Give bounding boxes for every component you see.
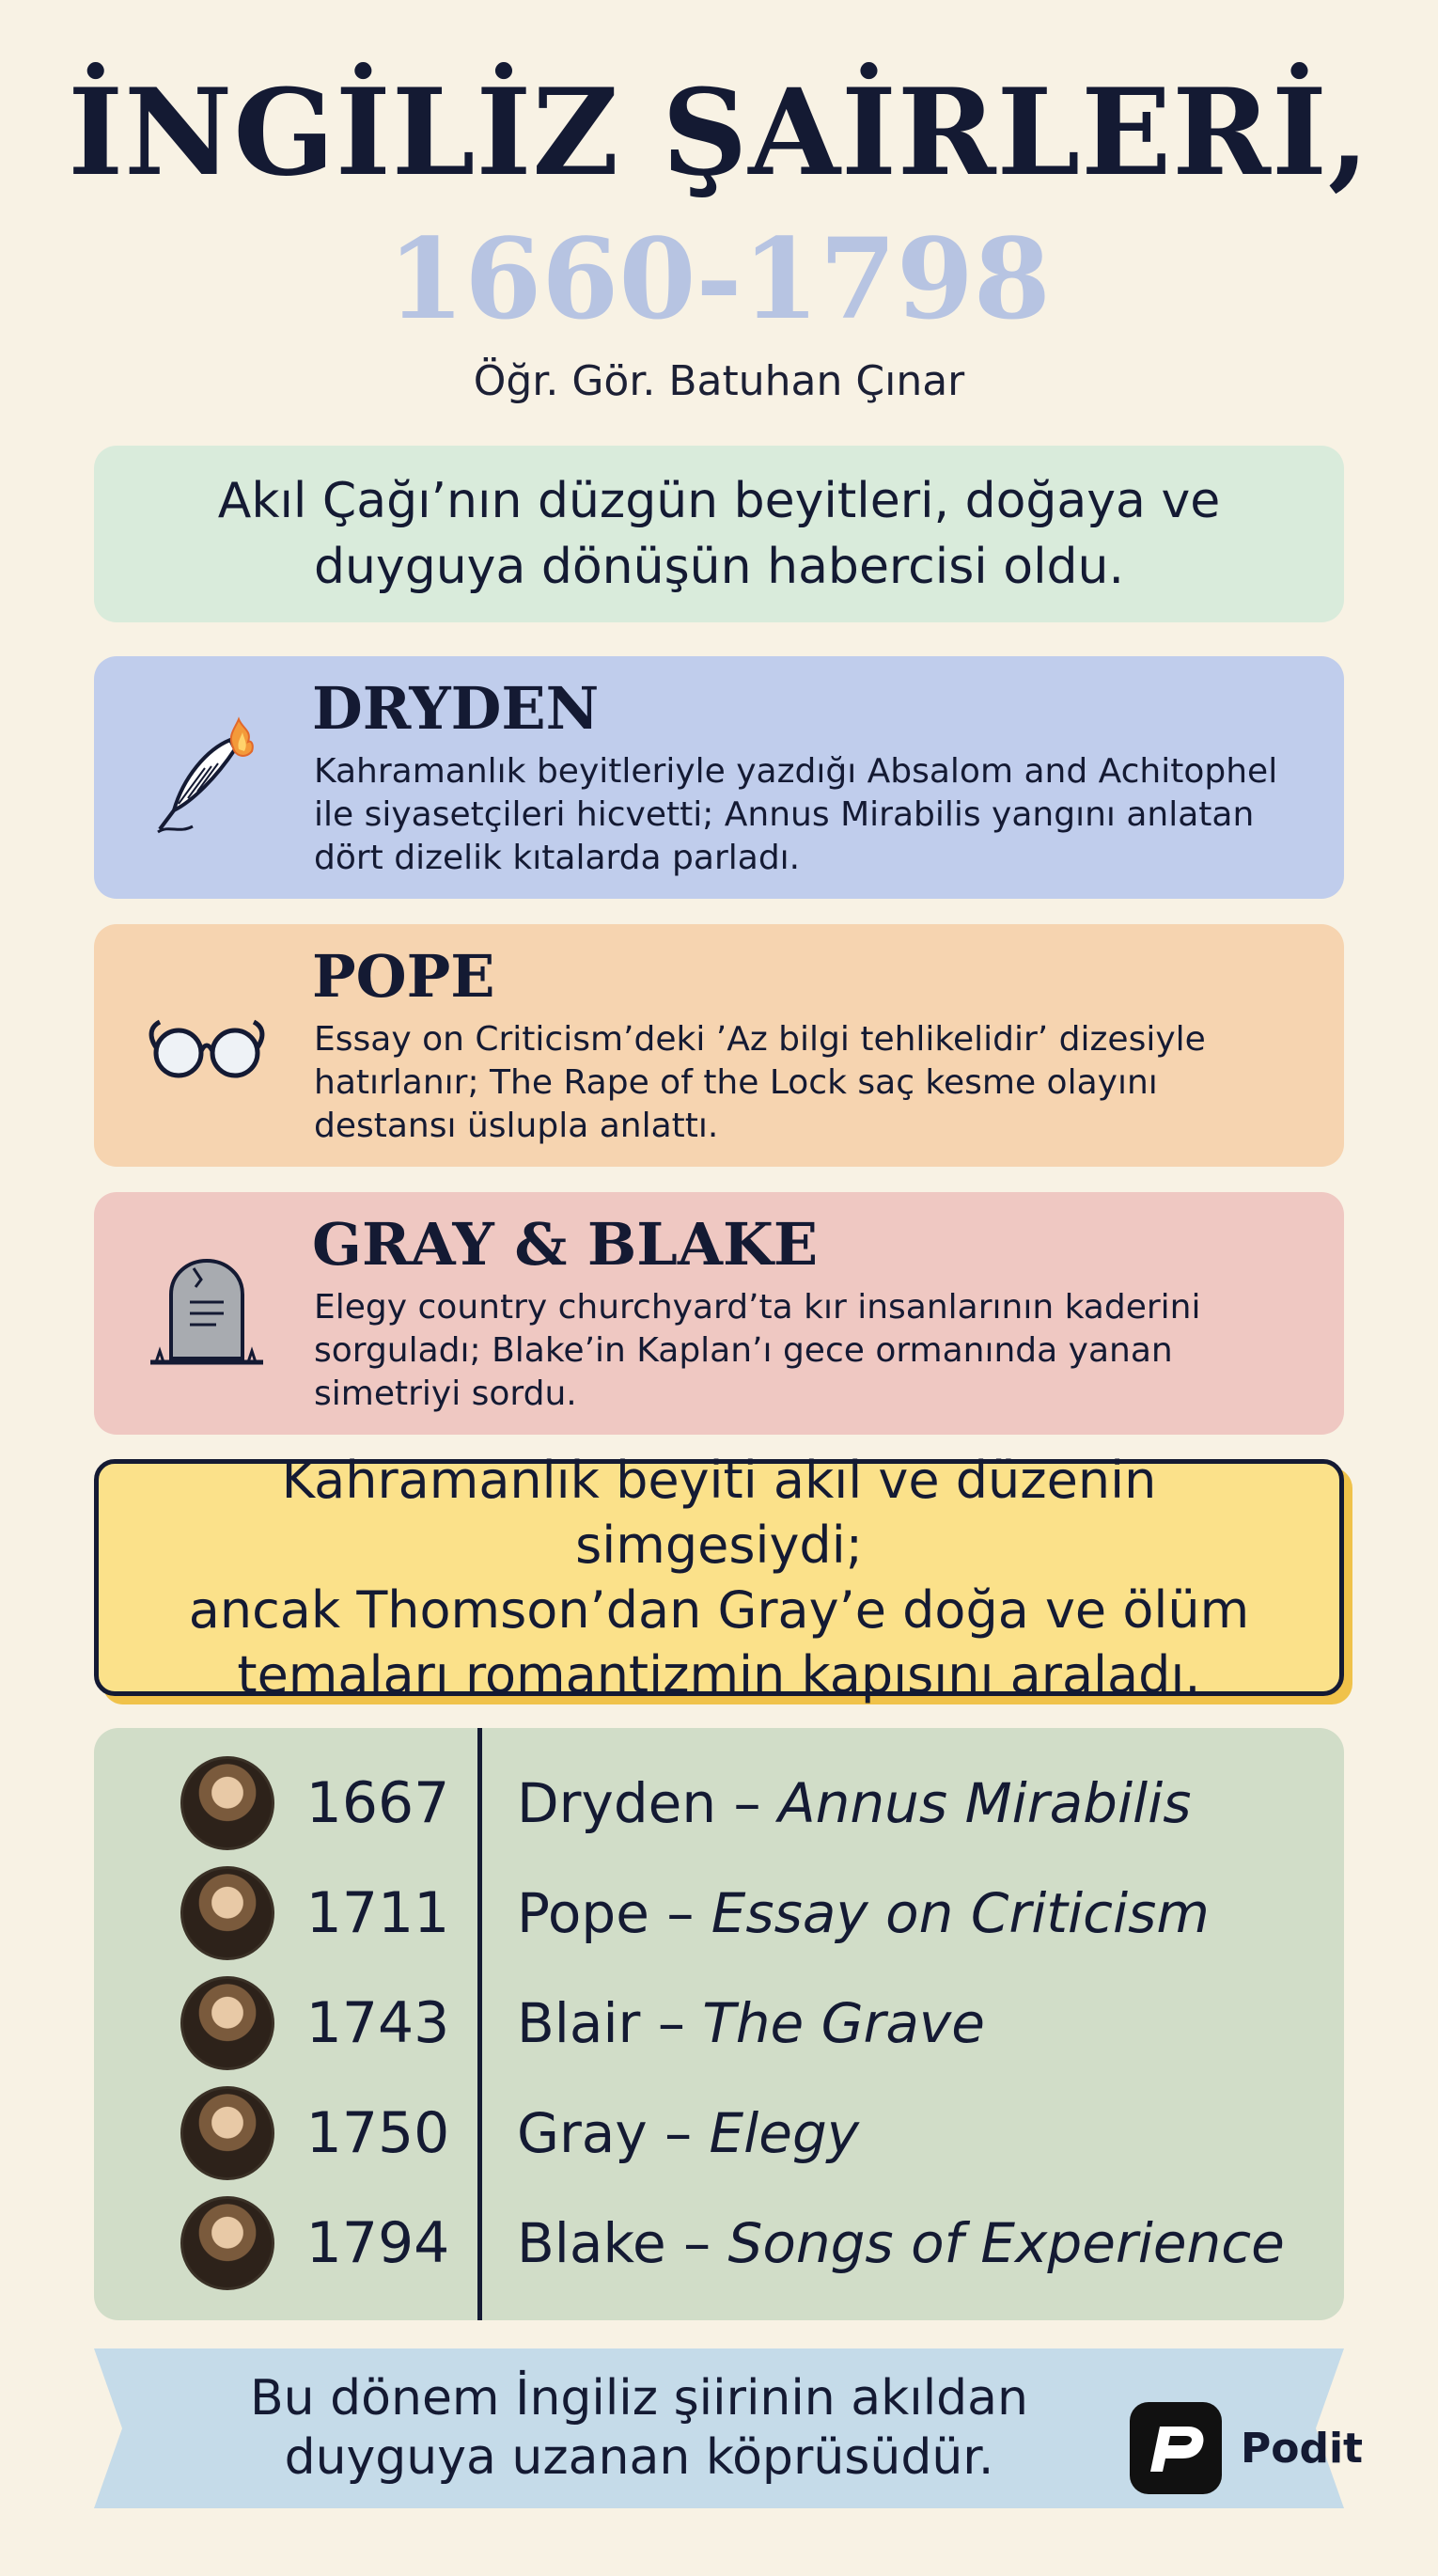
timeline-entry <box>517 2191 1285 2295</box>
card-line: dört dizelik kıtalarda parladı. <box>314 839 801 878</box>
portrait-avatar <box>180 1756 274 1850</box>
card-line: simetriyi sordu. <box>314 1374 577 1414</box>
timeline-row <box>94 1861 1344 1965</box>
card-dryden <box>94 656 1344 899</box>
portrait-avatar <box>180 1976 274 2070</box>
card-line: ile siyasetçileri hicvetti; Annus Mirabilis yangını anlatan <box>314 795 1255 835</box>
highlight-line: ancak Thomson’dan Gray’e doğa ve ölüm <box>188 1580 1250 1640</box>
poet-name: Blake – <box>517 2211 711 2275</box>
work-title: Elegy <box>709 2101 860 2165</box>
card-description <box>314 750 1320 880</box>
timeline-entry <box>517 2081 859 2185</box>
card-description <box>314 1018 1320 1148</box>
portrait-avatar <box>180 1866 274 1960</box>
highlight-line: Kahramanlık beyiti akıl ve düzenin simgesiydi; <box>281 1450 1157 1575</box>
timeline-year: 1794 <box>305 2210 450 2276</box>
card-title: DRYDEN <box>312 674 600 743</box>
poet-name: Pope – <box>517 1881 695 1945</box>
card-line: Kahramanlık beyitleriyle yazdığı Absalom and Achitophel <box>314 752 1278 791</box>
timeline-year: 1667 <box>305 1770 450 1836</box>
timeline-year: 1743 <box>305 1990 450 2056</box>
poet-name: Dryden – <box>517 1771 761 1835</box>
timeline-row <box>94 2081 1344 2185</box>
card-title: GRAY & BLAKE <box>312 1210 819 1279</box>
highlight-box <box>94 1450 1344 1705</box>
highlight-line: temaları romantizmin kapısını araladı. <box>237 1645 1201 1705</box>
timeline-entry <box>517 1861 1210 1965</box>
timeline-row <box>94 2191 1344 2295</box>
footer-text <box>216 2348 1062 2508</box>
card-title: POPE <box>312 942 495 1011</box>
work-title: Annus Mirabilis <box>777 1771 1192 1835</box>
podit-brand <box>1130 2402 1364 2496</box>
poet-name: Gray – <box>517 2101 693 2165</box>
author-name: Öğr. Gör. Batuhan Çınar <box>473 357 965 405</box>
work-title: Songs of Experience <box>727 2211 1285 2275</box>
page-years: 1660-1798 <box>387 213 1051 344</box>
timeline-row <box>94 1751 1344 1855</box>
quill-fire-icon <box>141 712 273 843</box>
intro-line: Akıl Çağı’nın düzgün beyitleri, doğaya ve <box>217 472 1221 529</box>
gravestone-icon <box>141 1248 273 1379</box>
card-pope <box>94 924 1344 1167</box>
footer-line: duyguya uzanan köprüsüdür. <box>284 2429 994 2486</box>
work-title: Essay on Criticism <box>711 1881 1210 1945</box>
podit-logo-icon <box>1130 2402 1222 2494</box>
card-line: hatırlanır; The Rape of the Lock saç kesme olayını <box>314 1063 1158 1103</box>
intro-box <box>94 446 1344 622</box>
timeline-entry <box>517 1751 1192 1855</box>
card-description <box>314 1286 1320 1416</box>
work-title: The Grave <box>702 1991 985 2055</box>
timeline-entry <box>517 1971 985 2075</box>
timeline-row <box>94 1971 1344 2075</box>
portrait-avatar <box>180 2086 274 2180</box>
card-line: destansı üslupla anlattı. <box>314 1107 719 1146</box>
card-gray-blake <box>94 1192 1344 1435</box>
card-line: Essay on Criticism’deki ’Az bilgi tehlikelidir’ dizesiyle <box>314 1020 1206 1059</box>
card-line: Elegy country churchyard’ta kır insanlarının kaderini <box>314 1288 1201 1327</box>
timeline <box>94 1728 1344 2320</box>
footer-line: Bu dönem İngiliz şiirinin akıldan <box>250 2369 1028 2427</box>
glasses-icon <box>141 980 273 1111</box>
page-title: İNGİLİZ ŞAİRLERİ, <box>68 63 1370 202</box>
intro-line: duyguya dönüşün habercisi oldu. <box>313 539 1125 595</box>
timeline-year: 1711 <box>305 1880 450 1946</box>
podit-brand-label: Podit <box>1241 2425 1364 2473</box>
card-line: sorguladı; Blake’in Kaplan’ı gece ormanında yanan <box>314 1331 1173 1371</box>
poet-name: Blair – <box>517 1991 685 2055</box>
timeline-year: 1750 <box>305 2100 450 2166</box>
portrait-avatar <box>180 2196 274 2290</box>
